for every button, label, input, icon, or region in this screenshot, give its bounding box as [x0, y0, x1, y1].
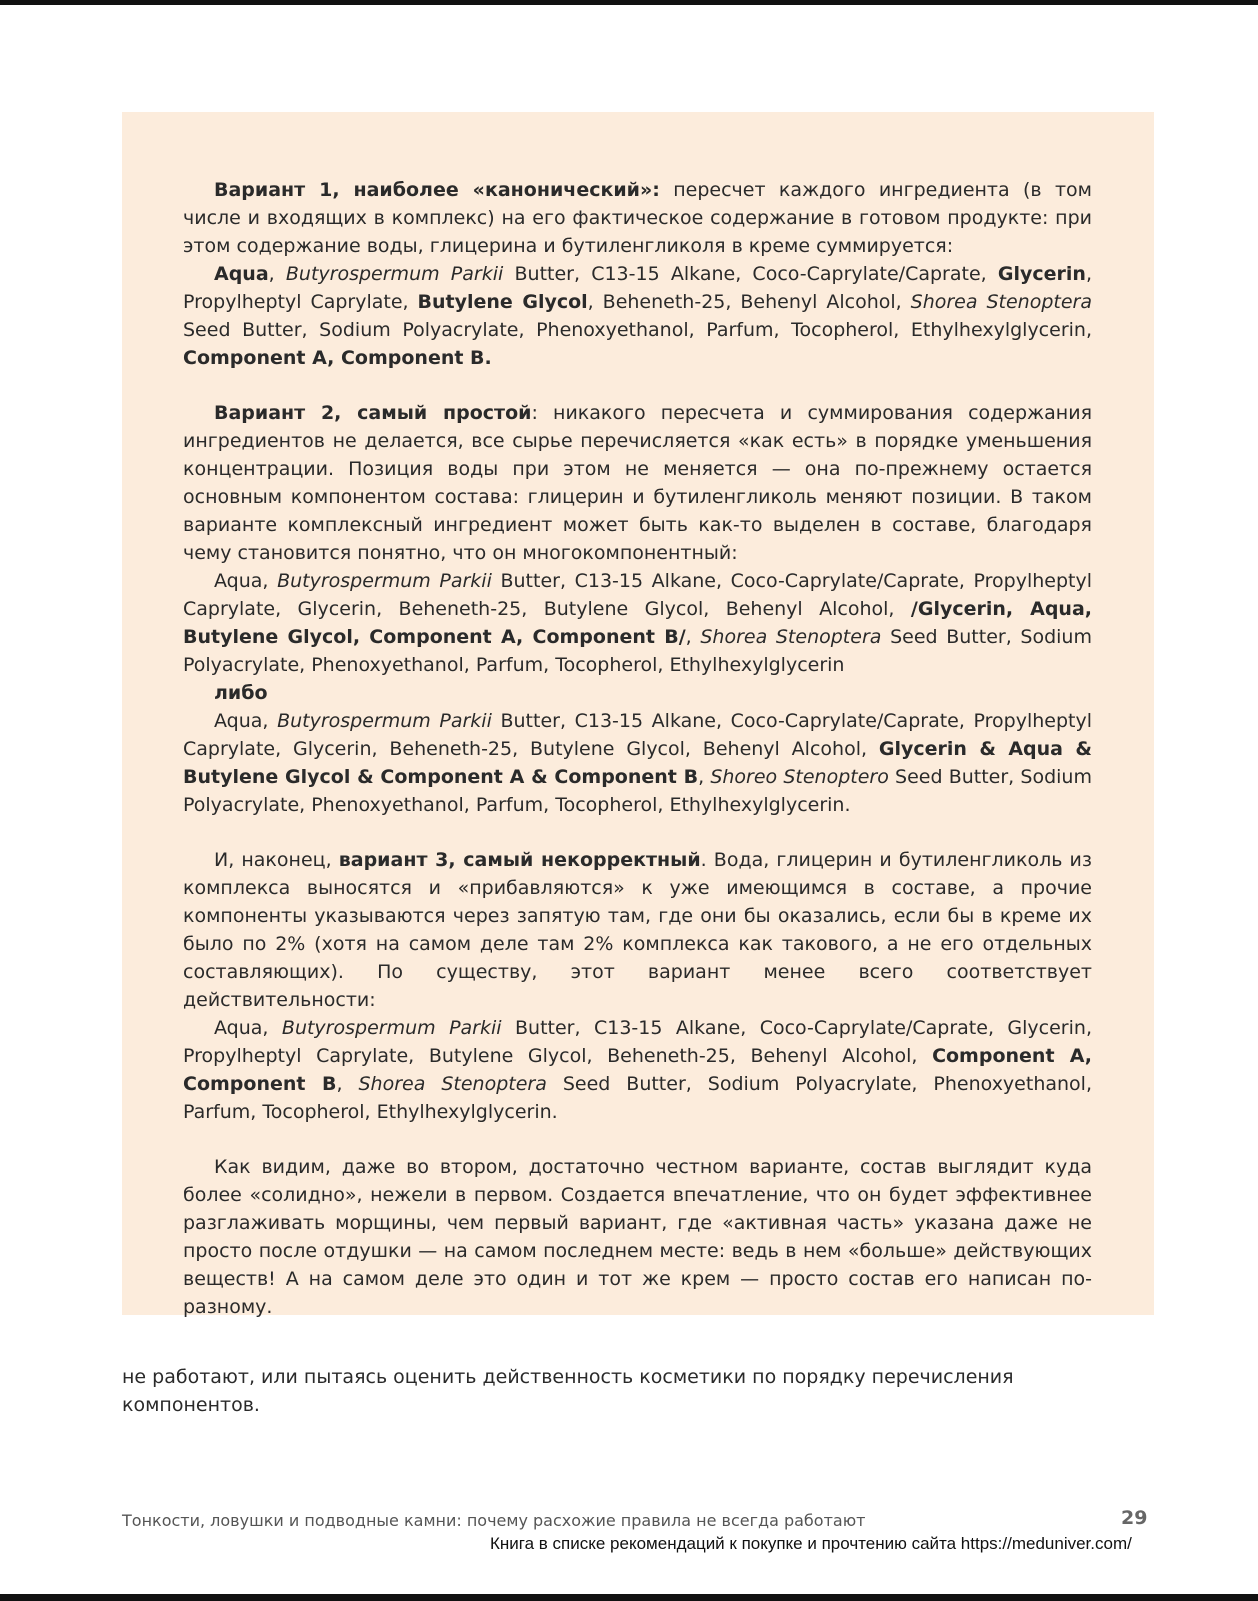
list-text: Butter, C13-15 Alkane, Coco-Caprylate/Caprate, Glycerin, Propylheptyl Caprylate, Butylene Glycol, Beheneth-25, Behenyl Alcohol, — [183, 1017, 1092, 1067]
running-title: Тонкости, ловушки и подводные камни: почему расхожие правила не всегда работают — [122, 1511, 866, 1530]
variant-2-paragraph — [183, 399, 1092, 567]
variant-2-ingredient-list-1 — [183, 567, 1092, 679]
list-text: , — [698, 766, 711, 788]
list-butyro: Butyrospermum Parkii — [277, 710, 492, 732]
list-components: Component A, Component B. — [183, 347, 492, 369]
list-text: Aqua, — [214, 710, 278, 732]
conclusion-text: Как видим, даже во втором, достаточно честном варианте, состав выглядит куда более «солидно», нежели в первом. Создается впечатление, что он будет эффективнее разглаживать морщины, чем первый вариант, где «активная часть» указана даже не просто после отдушки — на самом последнем месте: ведь в нем «больше» действующих веществ! А на самом деле это один и тот же крем — просто состав его написан по-разному. — [183, 1156, 1092, 1318]
list-text: Butter, C13-15 Alkane, Coco-Caprylate/Caprate, Propylheptyl Caprylate, Glycerin, Beheneth-25, Butylene Glycol, Behenyl Alcohol, — [183, 570, 1092, 620]
variant-3-paragraph — [183, 846, 1092, 1014]
list-complex: Glycerin & Aqua & Butylene Glycol & Component A & Component B — [183, 738, 1093, 788]
variant-3-lead: вариант 3, самый некорректный — [338, 849, 701, 871]
spacer — [183, 372, 1092, 399]
watermark-text: Книга в списке рекомендаций к покупке и прочтению сайта https://meduniver.com/ — [490, 1534, 1132, 1553]
variant-2-lead: Вариант 2, самый простой — [214, 402, 532, 424]
list-butyro: Butyrospermum Parkii — [285, 263, 504, 285]
list-shorea: Shorea Stenoptera — [700, 626, 882, 648]
variant-2-ingredient-list-2 — [183, 707, 1092, 819]
spacer — [183, 1126, 1092, 1153]
list-complex: /Glycerin, Aqua, Butylene Glycol, Component A, Component B/ — [183, 598, 1092, 648]
list-text: , — [336, 1073, 359, 1095]
variant-3-text: . Вода, глицерин и бутиленгликоль из комплекса выносятся и «прибавляются» к уже имеющимся в составе, а прочие компоненты указываются через запятую там, где они бы оказались, если бы в креме их было по 2% (хотя на самом деле там 2% комплекса как такового, а не его отдельных составляющих). По существу, этот вариант менее всего соответствует действительности: — [183, 849, 1092, 1011]
list-text: , — [685, 626, 701, 648]
list-glycerin: Glycerin — [997, 263, 1086, 285]
list-shorea: Shorea Stenoptera — [910, 291, 1092, 313]
list-text: Seed Butter, Sodium Polyacrylate, Phenoxyethanol, Parfum, Tocopherol, Ethylhexylglycerin — [183, 626, 1092, 676]
or-word: либо — [214, 682, 268, 704]
list-text: , Beheneth-25, Behenyl Alcohol, — [587, 291, 911, 313]
conclusion-paragraph — [183, 1153, 1092, 1321]
list-butyro: Butyrospermum Parkii — [277, 570, 492, 592]
variant-3-ingredient-list — [183, 1014, 1092, 1126]
spacer — [183, 819, 1092, 846]
list-aqua: Aqua — [214, 263, 269, 285]
list-text: Aqua, — [214, 1017, 282, 1039]
variant-2-text: : никакого пересчета и суммирования содержания ингредиентов не делается, все сырье перечисляется «как есть» в порядке уменьшения концентрации. Позиция воды при этом не меняется — она по-прежнему остается основным компонентом состава: глицерин и бутиленгликоль меняют позиции. В таком варианте комплексный ингредиент может быть как-то выделен в составе, благодаря чему становится понятно, что он многокомпонентный: — [183, 402, 1092, 564]
list-text: Aqua, — [214, 570, 278, 592]
list-text: Seed Butter, Sodium Polyacrylate, Phenoxyethanol, Parfum, Tocopherol, Ethylhexylglycerin, — [183, 319, 1092, 341]
list-butylene: Butylene Glycol — [417, 291, 588, 313]
bottom-rule — [0, 1594, 1258, 1601]
top-rule — [0, 0, 1258, 5]
list-shorea: Shorea Stenoptera — [358, 1073, 547, 1095]
list-text: , — [268, 263, 286, 285]
body-text-after-box: не работают, или пытаясь оценить действенность косметики по порядку перечисления компонентов. — [122, 1366, 1014, 1416]
variant-1-lead: Вариант 1, наиболее «канонический»: — [214, 179, 660, 201]
variant-1-paragraph — [183, 176, 1092, 260]
sidebar-box-content — [183, 176, 1092, 1321]
list-complex: Component A, Component B — [183, 1045, 1092, 1095]
list-text: , Propylheptyl Caprylate, — [183, 263, 1092, 313]
list-butyro: Butyrospermum Parkii — [281, 1017, 502, 1039]
list-text: Seed Butter, Sodium Polyacrylate, Phenoxyethanol, Parfum, Tocopherol, Ethylhexylglycerin. — [183, 766, 1092, 816]
variant-1-ingredient-list — [183, 260, 1092, 372]
page-number: 29 — [1121, 1507, 1148, 1529]
or-word-line — [183, 679, 1092, 707]
list-text: Seed Butter, Sodium Polyacrylate, Phenoxyethanol, Parfum, Tocopherol, Ethylhexylglycerin. — [183, 1073, 1092, 1123]
variant-3-pre: И, наконец, — [214, 849, 339, 871]
sidebar-box — [122, 112, 1154, 1318]
variant-1-text: пересчет каждого ингредиента (в том числе и входящих в комплекс) на его фактическое содержание в готовом продукте: при этом содержание воды, глицерина и бутиленгликоля в креме суммируется: — [183, 179, 1092, 257]
list-text: Butter, C13-15 Alkane, Coco-Caprylate/Caprate, — [503, 263, 998, 285]
list-text: Butter, C13-15 Alkane, Coco-Caprylate/Caprate, Propylheptyl Caprylate, Glycerin, Beheneth-25, Butylene Glycol, Behenyl Alcohol, — [183, 710, 1092, 760]
list-shorea: Shoreo Stenoptero — [710, 766, 889, 788]
